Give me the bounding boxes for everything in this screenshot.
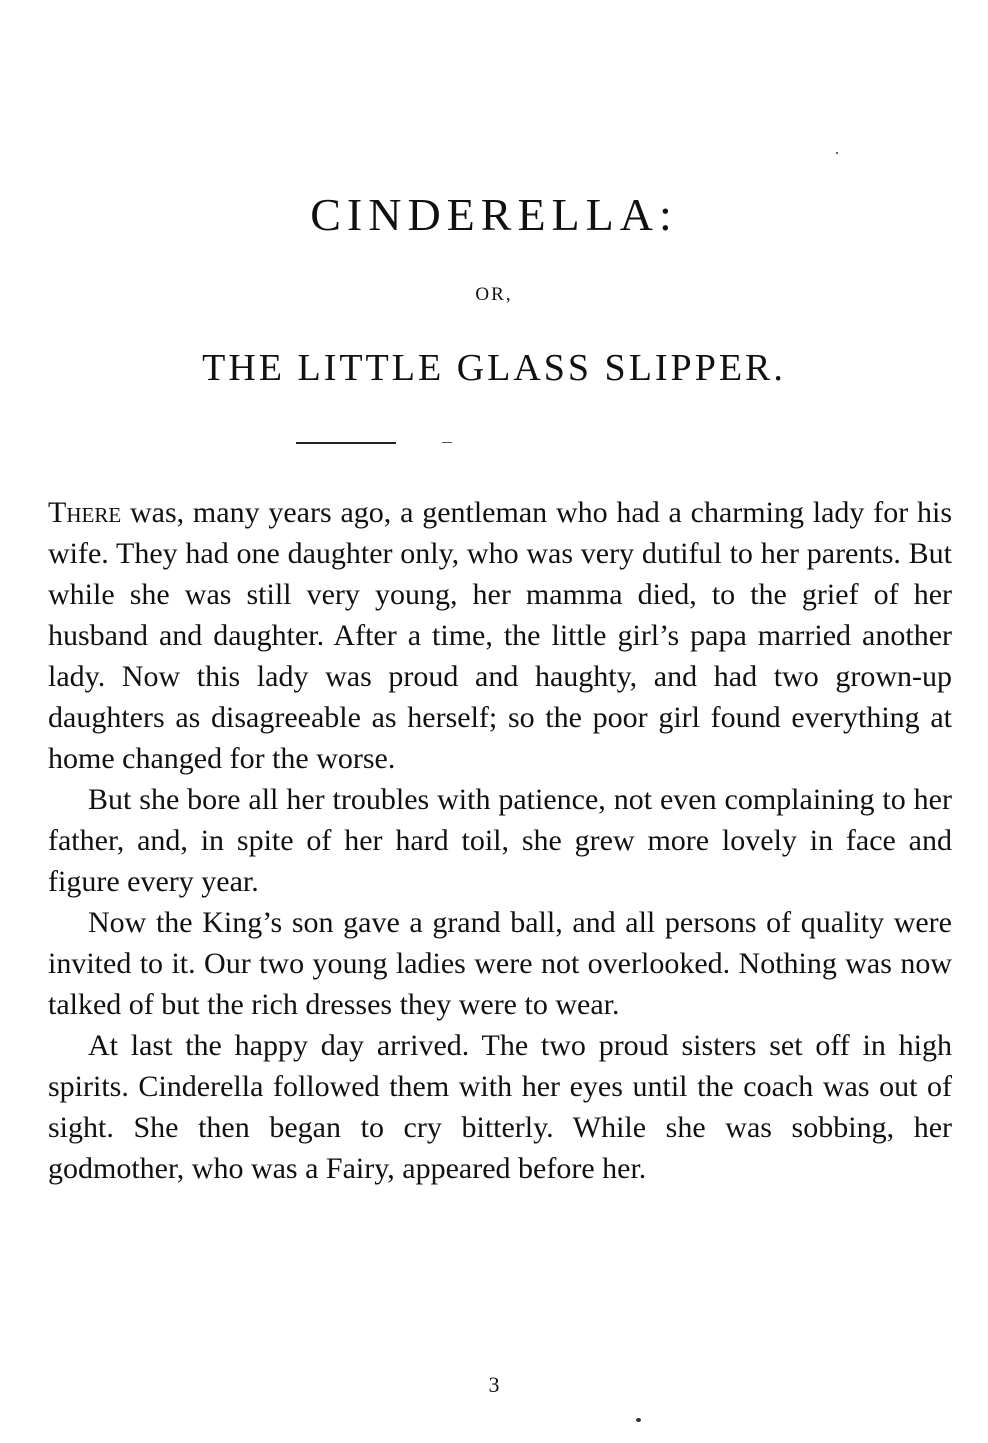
print-speck <box>836 152 838 154</box>
paragraph-text: was, many years ago, a gentleman who had a charming lady for his wife. They had one daughter only, who was very dutiful to her parents. But while she was still very young, her mamma died, to the grief of her husband and daughter. After a time, the little girl’s papa married another lady. Now this lady was proud and haughty, and had two grown-up daughters as disagreeable as herself; so the poor girl found everything at home changed for the worse. <box>48 496 952 775</box>
story-text <box>48 492 952 1189</box>
print-speck <box>636 1418 641 1422</box>
paragraph-text: At last the happy day arrived. The two proud sisters set off in high spirits. Cinderella followed them with her eyes until the coach was out of sight. She then began to cry bitterly. While she was sobbing, her godmother, who was a Fairy, appeared before her. <box>48 1029 952 1185</box>
chapter-title: CINDERELLA: <box>310 189 678 240</box>
title-conjunction: OR, <box>475 284 513 305</box>
paragraph-2 <box>48 779 952 902</box>
chapter-subtitle: THE LITTLE GLASS SLIPPER. <box>202 347 786 389</box>
title-divider-dash <box>442 442 452 443</box>
paragraph-1 <box>48 492 952 779</box>
paragraph-3 <box>48 902 952 1025</box>
page-number: 3 <box>488 1372 500 1397</box>
paragraph-text: Now the King’s son gave a grand ball, and all persons of quality were invited to it. Our two young ladies were not overlooked. Nothing was now talked of but the rich dresses they were to wear. <box>48 906 952 1021</box>
paragraph-lead-word: There <box>48 496 122 529</box>
paragraph-text: But she bore all her troubles with patience, not even complaining to her father, and, in spite of her hard toil, she grew more lovely in face and figure every year. <box>48 783 952 898</box>
paragraph-4 <box>48 1025 952 1189</box>
title-divider <box>296 442 396 444</box>
